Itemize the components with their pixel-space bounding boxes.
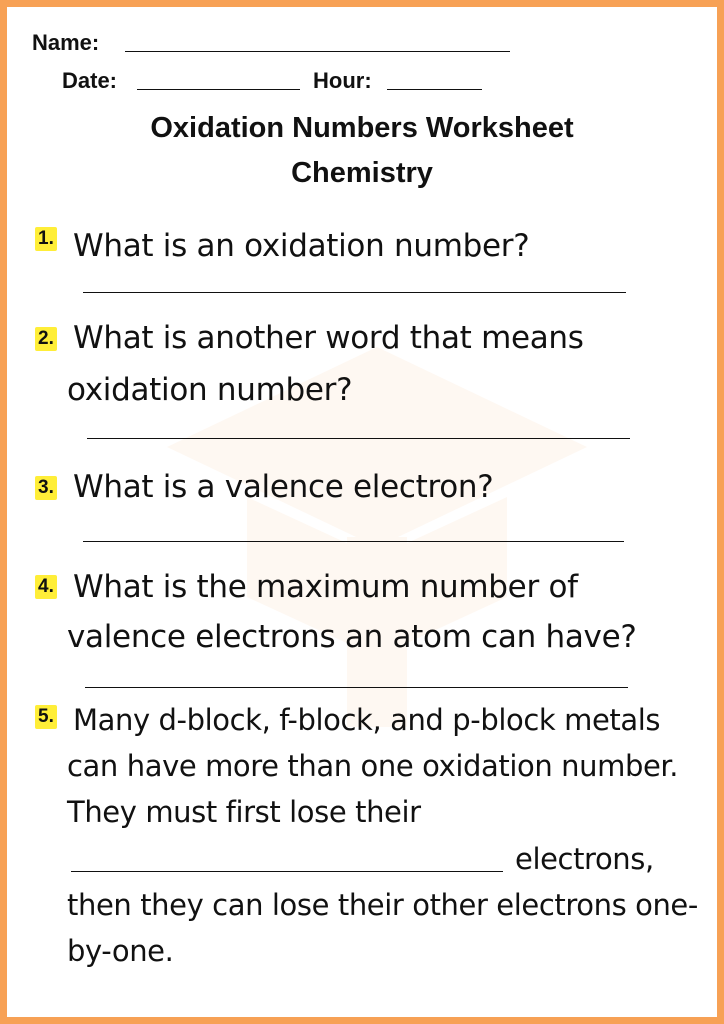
date-field[interactable] [137,89,300,90]
question-number-3: 3. [35,476,57,500]
question-number-4: 4. [35,575,57,599]
question-number-5: 5. [35,705,57,729]
question-5-text-line-6: by-one. [67,934,174,968]
answer-line-3[interactable] [83,541,624,542]
question-3-text: What is a valence electron? [73,469,494,505]
worksheet-subtitle: Chemistry [291,157,433,189]
answer-line-1[interactable] [83,292,626,293]
question-number-1: 1. [35,227,57,251]
fill-in-blank-5[interactable] [71,871,503,872]
question-5-text-line-5: then they can lose their other electrons one- [67,888,698,922]
question-2-text-line-2: oxidation number? [67,372,353,408]
question-5-text-line-2: can have more than one oxidation number. [67,749,679,783]
question-number-2: 2. [35,327,57,351]
name-field[interactable] [125,51,510,52]
answer-line-4[interactable] [85,687,628,688]
question-4-text-line-1: What is the maximum number of [73,569,578,605]
question-5-text-line-4: electrons, [515,842,654,876]
question-1-text: What is an oxidation number? [73,228,530,264]
name-label: Name: [32,30,100,55]
question-2-text-line-1: What is another word that means [73,320,584,356]
question-4-text-line-2: valence electrons an atom can have? [67,619,637,655]
worksheet-title: Oxidation Numbers Worksheet [150,112,574,144]
hour-field[interactable] [387,89,482,90]
question-5-text-line-1: Many d-block, f-block, and p-block metals [73,703,661,737]
date-label: Date: [62,68,118,93]
answer-line-2[interactable] [87,438,630,439]
hour-label: Hour: [313,68,372,93]
question-5-text-line-3: They must first lose their [67,795,421,829]
